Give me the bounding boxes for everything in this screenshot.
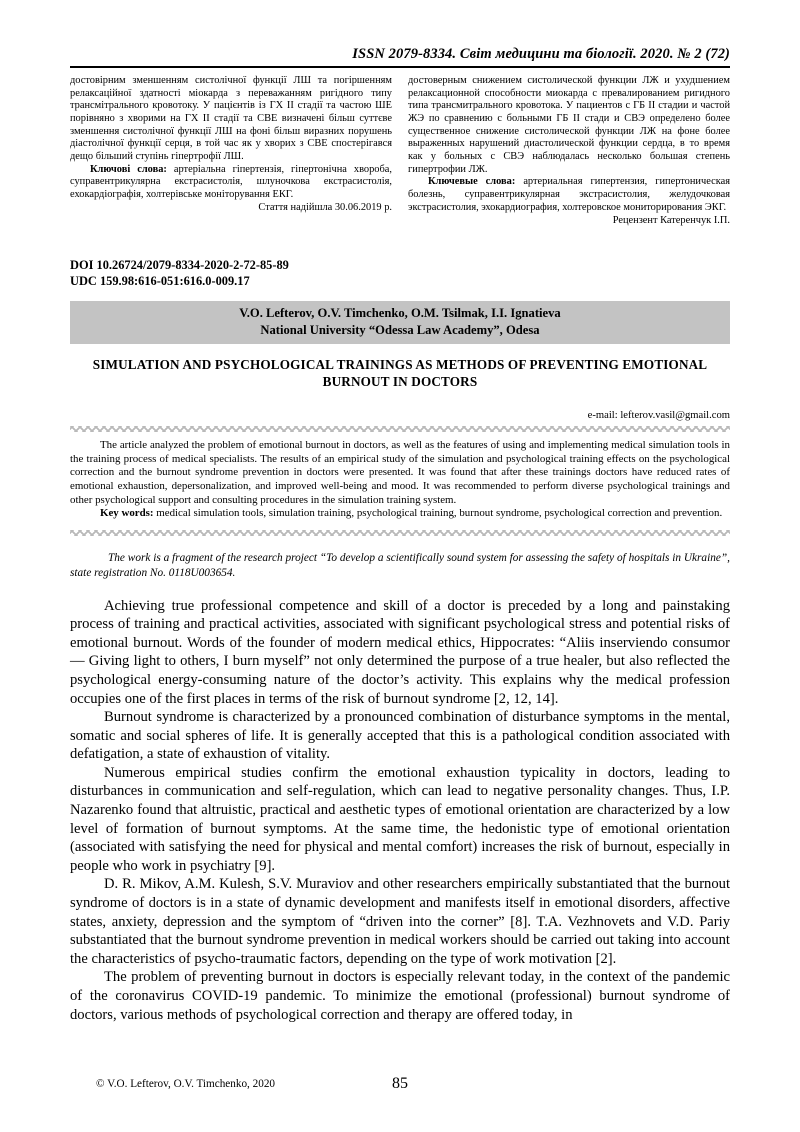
page-content: [70, 0, 730, 1024]
page-footer: [70, 1075, 730, 1104]
copyright-line: © V.O. Lefterov, O.V. Timchenko, 2020: [96, 1078, 276, 1090]
abstract-ua-keywords-label: Ключові слова:: [90, 163, 167, 175]
body-paragraph: Burnout syndrome is characterized by a pronounced combination of disturbance symptoms in the mental, somatic and social spheres of life. It is generally accepted that this is a pathological condition associated with defatigation, a state of exhaustion of vitality.: [70, 709, 730, 763]
abstract-ru-keywords: [408, 176, 730, 214]
abstract-ru-keywords-label: Ключевые слова:: [428, 176, 516, 188]
zigzag-rule-bottom: [70, 530, 730, 536]
abstract-en-keywords: [70, 507, 730, 521]
body-paragraph: The problem of preventing burnout in doctors is especially relevant today, in the context of the pandemic of the coronavirus COVID-19 pandemic. To minimize the emotional (professional) burnout syndrome of doctors, various methods of psychological correction and therapy are offered today, in: [70, 969, 730, 1023]
received-date: Стаття надійшла 30.06.2019 р.: [258, 201, 392, 213]
abstract-ru-keywords-text: артериальная гипертензия, гипертоническая болезнь, суправентрикулярная экстрасистолия, желудочковая экстрасистолия, эхокардиография, холтеровское мониторирования ЭКГ.: [408, 176, 730, 213]
abstract-en-body: The article analyzed the problem of emotional burnout in doctors, as well as the features of using and implementing medical simulation tools in the training process of medical specialists. The results of an empirical study of the simulation and psychological training effects on the psychological correction and the burnout syndrome prevention in doctors were presented. It was found that after these trainings doctors have reduced rates of emotional exhaustion, depersonalization, and improved well-being and mood. It was recommended to perform diverse psychological trainings and other psychological support and consulting procedures in the simulation training system.: [70, 438, 730, 506]
page-title: SIMULATION AND PSYCHOLOGICAL TRAININGS AS METHODS OF PREVENTING EMOTIONAL BURNOUT IN DOCTORS: [92, 356, 708, 390]
authors-list: V.O. Lefterov, O.V. Timchenko, O.M. Tsilmak, I.I. Ignatieva: [239, 305, 561, 320]
abstract-ua-body: достовірним зменшенням систолічної функції ЛШ та погіршенням релаксаційної здатності міокарда з переважанням ригідного типу трансмітрального кровотоку. У пацієнтів із ГХ II стадії та частою ШЕ порівняно з хворими на ГХ II стадії та СВЕ визначені більш суттєве зменшення систолічної функції ЛШ на фоні більш виразних порушень діастолічної функції серця, в той час як у хворих з СВЕ спостерігався дещо більший ступінь гіпертрофії ЛШ.: [70, 74, 392, 163]
authors-band: [70, 301, 730, 344]
body-paragraph: Numerous empirical studies confirm the emotional exhaustion typicality in doctors, leading to disturbances in communication and self-regulation, which can lead to negative personality changes. Thus, I.P. Nazarenko found that altruistic, practical and aesthetic types of emotional orientation are characterized by a low level of formation of burnout symptoms. At the same time, the hedonistic type of emotional orientation (associated with satisfying the need for physical and mental comfort) increases the risk of burnout, especially in people who work in psychiatry [9].: [70, 764, 730, 874]
udc-line: UDC 159.98:616-051:616.0-009.17: [70, 273, 250, 288]
abstract-ua-keywords: [70, 164, 392, 202]
abstract-en-keywords-label: Key words:: [100, 507, 154, 520]
reviewer-line: Рецензент Катеренчук І.П.: [612, 214, 730, 226]
running-head: ISSN 2079-8334. Світ медицини та біології. 2020. № 2 (72): [352, 46, 730, 62]
abstract-column-russian: [408, 75, 730, 227]
doi-line: DOI 10.26724/2079-8334-2020-2-72-85-89: [70, 258, 289, 273]
body-paragraph: Achieving true professional competence and skill of a doctor is preceded by a long and painstaking process of training and practical activities, associated with significant psychological stress and potential risks of emotional burnout. Words of the founder of modern medical ethics, Hippocrates: “Aliis inserviendo consumor — Giving light to others, I burn myself” not only determined the purpose of a true healer, but also reflected the psychological energy-consuming nature of the doctor’s activity. This explains why the medical profession occupies one of the first places in terms of the risk of burnout syndrome [2, 12, 14].: [70, 597, 730, 707]
abstract-ua-keywords-text: артеріальна гіпертензія, гіпертонічна хвороба, суправентрикулярна екстрасистолія, шлуночкова екстрасистолія, ехокардіографія, холтерівське моніторування ЕКГ.: [70, 163, 392, 201]
page-number: 85: [392, 1075, 408, 1092]
abstract-en-keywords-text: medical simulation tools, simulation training, psychological training, burnout syndrome, psychological correction and prevention.: [156, 507, 723, 520]
article-body: [70, 597, 730, 1025]
author-email: e-mail: lefterov.vasil@gmail.com: [587, 409, 730, 421]
running-head-rule: [70, 66, 730, 68]
abstract-english: [70, 432, 730, 525]
abstract-columns: [70, 75, 730, 227]
abstract-column-ukrainian: [70, 75, 392, 227]
identifiers-block: [70, 258, 730, 289]
abstract-ru-body: достоверным снижением систолической функции ЛЖ и ухудшением релаксационной способности миокарда с превалированием ригидного типа трансмитрального кровотока. У пациентов с ГБ II стадии и частой ЖЭ по сравнению с больными ГБ II стади и СВЭ определено более существенное снижение систолической функции ЛЖ на фоне более выраженных нарушений диастолической функции сердца, в то время как у больных с СВЭ наблюдалась несколько большая степень гипертрофии ЛЖ.: [408, 74, 730, 175]
body-paragraph: D. R. Mikov, A.M. Kulesh, S.V. Muraviov and other researchers empirically substantiated that the burnout syndrome of doctors is in a state of dynamic development and manifests itself in emotional disorders, affective states, anxiety, depression and the symptom of “driven into the corner” [8]. T.A. Vezhnovets and V.D. Pariy substantiated that the burnout syndrome prevention in medical workers should be carried out taking into account the characteristics of psycho-traumatic factors, depending on the type of work motivation [2].: [70, 876, 730, 967]
funding-note: The work is a fragment of the research project “To develop a scientifically sound system for assessing the safety of hospitals in Ukraine”, state registration No. 0118U003654.: [70, 552, 730, 579]
affiliation: National University “Odessa Law Academy”, Odesa: [260, 322, 540, 337]
